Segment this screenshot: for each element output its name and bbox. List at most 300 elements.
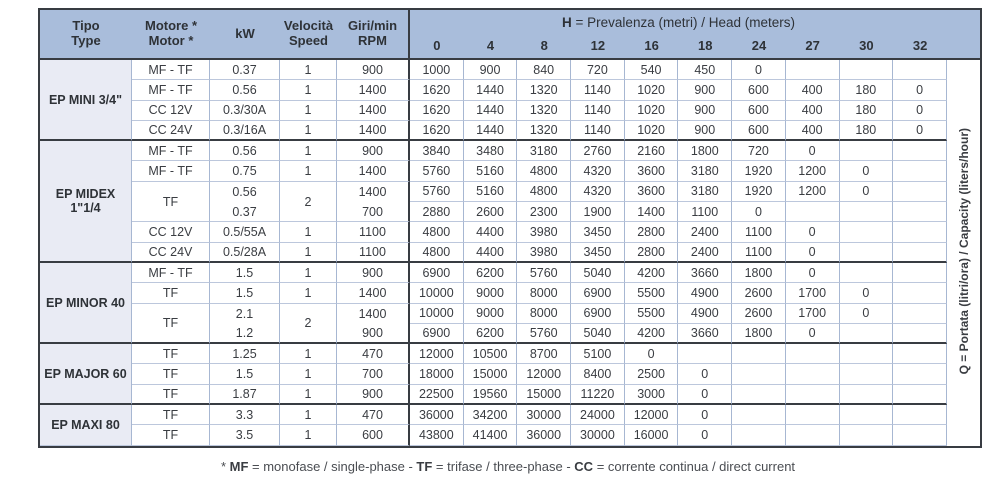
kw-cell: 3.5 bbox=[210, 425, 280, 445]
table-header bbox=[40, 10, 980, 60]
head-value-cell: 9000 bbox=[464, 283, 518, 303]
head-col-24: 24 bbox=[732, 35, 786, 60]
table-row bbox=[40, 364, 980, 384]
head-value-cell: 3450 bbox=[571, 243, 625, 263]
head-value-cell bbox=[786, 202, 840, 222]
head-value-cell: 9000 bbox=[464, 304, 518, 324]
head-value-cell: 3000 bbox=[625, 385, 679, 405]
pump-type-cell: EP MINOR 40 bbox=[40, 263, 132, 344]
head-value-cell: 4900 bbox=[678, 304, 732, 324]
table-row bbox=[40, 385, 980, 405]
motor-cell: TF bbox=[132, 385, 210, 405]
head-value-cell: 0 bbox=[893, 121, 947, 141]
head-value-cell: 2600 bbox=[464, 202, 518, 222]
head-value-cell: 2800 bbox=[625, 222, 679, 242]
kw-cell: 3.3 bbox=[210, 405, 280, 425]
head-value-cell bbox=[786, 60, 840, 80]
table-row bbox=[40, 344, 980, 364]
footnote: * MF = monofase / single-phase - TF = trifase / three-phase - CC = corrente continua / direct current bbox=[220, 459, 796, 474]
head-value-cell: 1900 bbox=[571, 202, 625, 222]
rpm-cell: 1100 bbox=[337, 243, 410, 263]
head-value-cell: 900 bbox=[464, 60, 518, 80]
capacity-axis-label: Q = Portata (litri/ora) / Capacity (liters/hour) bbox=[956, 128, 971, 375]
head-value-cell bbox=[893, 364, 947, 384]
head-value-cell: 1140 bbox=[571, 80, 625, 100]
head-value-cell bbox=[786, 425, 840, 445]
head-value-cell: 4800 bbox=[410, 222, 464, 242]
head-value-cell: 1020 bbox=[625, 80, 679, 100]
head-value-cell bbox=[732, 425, 786, 445]
head-value-cell: 30000 bbox=[517, 405, 571, 425]
capacity-axis-cell bbox=[947, 60, 980, 446]
table-row bbox=[40, 425, 980, 445]
head-value-cell bbox=[893, 385, 947, 405]
head-value-cell: 5100 bbox=[571, 344, 625, 364]
motor-cell: CC 24V bbox=[132, 121, 210, 141]
head-value-cell: 15000 bbox=[464, 364, 518, 384]
rpm-cell: 700 bbox=[337, 202, 410, 222]
kw-cell: 0.3/30A bbox=[210, 101, 280, 121]
rpm-cell: 1400 bbox=[337, 101, 410, 121]
head-value-cell: 4320 bbox=[571, 182, 625, 202]
head-value-cell: 1800 bbox=[678, 141, 732, 161]
head-value-cell: 6900 bbox=[410, 324, 464, 344]
rpm-cell: 1400 bbox=[337, 283, 410, 303]
head-value-cell bbox=[840, 364, 894, 384]
head-value-cell: 5500 bbox=[625, 304, 679, 324]
table-row bbox=[40, 304, 980, 324]
pump-type-cell: EP MAXI 80 bbox=[40, 405, 132, 446]
head-col-0: 0 bbox=[410, 35, 464, 60]
head-col-27: 27 bbox=[786, 35, 840, 60]
rpm-cell: 900 bbox=[337, 263, 410, 283]
head-value-cell: 0 bbox=[786, 243, 840, 263]
head-value-cell bbox=[840, 263, 894, 283]
head-value-cell bbox=[840, 60, 894, 80]
head-value-cell: 450 bbox=[678, 60, 732, 80]
head-value-cell: 1620 bbox=[410, 121, 464, 141]
speed-cell: 1 bbox=[280, 344, 337, 364]
head-value-cell: 30000 bbox=[571, 425, 625, 445]
kw-cell: 0.56 bbox=[210, 141, 280, 161]
head-value-cell: 1200 bbox=[786, 182, 840, 202]
head-value-cell: 3980 bbox=[517, 222, 571, 242]
head-value-cell: 4800 bbox=[517, 182, 571, 202]
head-value-cell: 3450 bbox=[571, 222, 625, 242]
head-value-cell: 43800 bbox=[410, 425, 464, 445]
kw-cell: 1.87 bbox=[210, 385, 280, 405]
head-value-cell: 900 bbox=[678, 80, 732, 100]
head-value-cell bbox=[786, 364, 840, 384]
speed-cell: 1 bbox=[280, 101, 337, 121]
kw-cell: 0.56 bbox=[210, 80, 280, 100]
kw-cell: 2.1 bbox=[210, 304, 280, 324]
head-value-cell: 0 bbox=[786, 324, 840, 344]
speed-cell: 1 bbox=[280, 385, 337, 405]
head-value-cell: 1440 bbox=[464, 121, 518, 141]
head-value-cell: 41400 bbox=[464, 425, 518, 445]
head-value-cell: 400 bbox=[786, 80, 840, 100]
head-value-cell: 1320 bbox=[517, 121, 571, 141]
capacity-column-header bbox=[947, 10, 980, 60]
rpm-cell: 1100 bbox=[337, 222, 410, 242]
head-col-4: 4 bbox=[464, 35, 518, 60]
head-value-cell bbox=[732, 405, 786, 425]
head-value-cell: 6900 bbox=[571, 304, 625, 324]
head-value-cell: 15000 bbox=[517, 385, 571, 405]
head-value-cell: 8400 bbox=[571, 364, 625, 384]
head-value-cell: 0 bbox=[840, 161, 894, 181]
head-value-cell: 5760 bbox=[410, 161, 464, 181]
head-value-cell: 840 bbox=[517, 60, 571, 80]
head-value-cell: 0 bbox=[732, 60, 786, 80]
head-value-cell: 1000 bbox=[410, 60, 464, 80]
head-value-cell: 0 bbox=[840, 283, 894, 303]
rpm-cell: 1400 bbox=[337, 182, 410, 202]
head-value-cell: 12000 bbox=[517, 364, 571, 384]
head-value-cell: 0 bbox=[678, 405, 732, 425]
head-value-cell: 10500 bbox=[464, 344, 518, 364]
head-value-cell: 0 bbox=[893, 101, 947, 121]
speed-cell: 1 bbox=[280, 80, 337, 100]
kw-cell: 0.3/16A bbox=[210, 121, 280, 141]
motor-cell: CC 24V bbox=[132, 243, 210, 263]
head-value-cell bbox=[840, 141, 894, 161]
head-value-cell: 1140 bbox=[571, 101, 625, 121]
kw-cell: 0.37 bbox=[210, 202, 280, 222]
head-col-12: 12 bbox=[571, 35, 625, 60]
head-value-cell: 400 bbox=[786, 121, 840, 141]
head-value-cell bbox=[840, 385, 894, 405]
kw-cell: 1.2 bbox=[210, 324, 280, 344]
head-value-cell bbox=[678, 344, 732, 364]
motor-cell: TF bbox=[132, 304, 210, 345]
head-value-cell: 1920 bbox=[732, 161, 786, 181]
head-value-cell: 1800 bbox=[732, 263, 786, 283]
motor-cell: MF - TF bbox=[132, 80, 210, 100]
head-value-cell: 2880 bbox=[410, 202, 464, 222]
head-col-16: 16 bbox=[625, 35, 679, 60]
table-row bbox=[40, 222, 980, 242]
rpm-cell: 470 bbox=[337, 344, 410, 364]
col-header-type: Tipo Type bbox=[40, 10, 132, 60]
rpm-cell: 1400 bbox=[337, 161, 410, 181]
table-row bbox=[40, 243, 980, 263]
table-row bbox=[40, 405, 980, 425]
head-value-cell: 19560 bbox=[464, 385, 518, 405]
head-value-cell: 4800 bbox=[410, 243, 464, 263]
speed-cell: 1 bbox=[280, 425, 337, 445]
head-value-cell: 3180 bbox=[517, 141, 571, 161]
head-value-cell: 0 bbox=[840, 304, 894, 324]
table-row bbox=[40, 60, 980, 80]
head-value-cell: 1020 bbox=[625, 101, 679, 121]
head-value-cell bbox=[786, 405, 840, 425]
head-value-cell: 4320 bbox=[571, 161, 625, 181]
motor-cell: MF - TF bbox=[132, 141, 210, 161]
head-value-cell bbox=[732, 385, 786, 405]
kw-cell: 1.5 bbox=[210, 283, 280, 303]
col-header-rpm: Giri/min RPM bbox=[337, 10, 410, 60]
head-value-cell: 3600 bbox=[625, 182, 679, 202]
rpm-cell: 900 bbox=[337, 324, 410, 344]
head-value-cell: 12000 bbox=[625, 405, 679, 425]
head-value-cell: 3660 bbox=[678, 263, 732, 283]
head-value-cell bbox=[893, 202, 947, 222]
head-value-cell: 1700 bbox=[786, 304, 840, 324]
speed-cell: 2 bbox=[280, 304, 337, 345]
rpm-cell: 900 bbox=[337, 385, 410, 405]
head-value-cell: 1100 bbox=[732, 243, 786, 263]
motor-cell: TF bbox=[132, 405, 210, 425]
table-row bbox=[40, 101, 980, 121]
head-value-cell: 180 bbox=[840, 80, 894, 100]
head-col-32: 32 bbox=[893, 35, 947, 60]
head-value-cell bbox=[786, 344, 840, 364]
head-value-cell: 1400 bbox=[625, 202, 679, 222]
head-value-cell: 6900 bbox=[410, 263, 464, 283]
motor-cell: TF bbox=[132, 364, 210, 384]
speed-cell: 1 bbox=[280, 60, 337, 80]
head-value-cell: 180 bbox=[840, 121, 894, 141]
head-value-cell: 4800 bbox=[517, 161, 571, 181]
speed-cell: 1 bbox=[280, 121, 337, 141]
head-value-cell: 12000 bbox=[410, 344, 464, 364]
head-value-cell: 2800 bbox=[625, 243, 679, 263]
col-header-kw: kW bbox=[210, 10, 280, 60]
rpm-cell: 1400 bbox=[337, 304, 410, 324]
head-value-cell: 6200 bbox=[464, 263, 518, 283]
head-value-cell bbox=[893, 161, 947, 181]
head-value-cell: 4400 bbox=[464, 222, 518, 242]
head-value-cell: 4200 bbox=[625, 324, 679, 344]
head-col-8: 8 bbox=[517, 35, 571, 60]
motor-cell: TF bbox=[132, 182, 210, 223]
head-value-cell: 34200 bbox=[464, 405, 518, 425]
head-value-cell: 1620 bbox=[410, 80, 464, 100]
head-value-cell bbox=[893, 324, 947, 344]
head-value-cell: 1320 bbox=[517, 80, 571, 100]
head-value-cell: 0 bbox=[732, 202, 786, 222]
head-value-cell: 5160 bbox=[464, 161, 518, 181]
head-value-cell: 2500 bbox=[625, 364, 679, 384]
head-value-cell bbox=[893, 243, 947, 263]
head-value-cell: 600 bbox=[732, 121, 786, 141]
speed-cell: 1 bbox=[280, 364, 337, 384]
head-value-cell: 5760 bbox=[517, 324, 571, 344]
head-value-cell: 36000 bbox=[410, 405, 464, 425]
head-value-cell: 5760 bbox=[410, 182, 464, 202]
head-value-cell: 4400 bbox=[464, 243, 518, 263]
col-header-speed: Velocità Speed bbox=[280, 10, 337, 60]
head-value-cell: 3180 bbox=[678, 161, 732, 181]
speed-cell: 2 bbox=[280, 182, 337, 223]
head-value-cell bbox=[840, 344, 894, 364]
head-value-cell: 1140 bbox=[571, 121, 625, 141]
header-row-1 bbox=[40, 10, 980, 35]
head-value-cell: 5500 bbox=[625, 283, 679, 303]
motor-cell: TF bbox=[132, 344, 210, 364]
head-value-cell: 180 bbox=[840, 101, 894, 121]
head-value-cell: 3660 bbox=[678, 324, 732, 344]
head-value-cell: 0 bbox=[625, 344, 679, 364]
rpm-cell: 900 bbox=[337, 141, 410, 161]
head-value-cell: 2400 bbox=[678, 222, 732, 242]
head-value-cell: 0 bbox=[678, 364, 732, 384]
head-value-cell: 5160 bbox=[464, 182, 518, 202]
head-value-cell: 600 bbox=[732, 101, 786, 121]
head-value-cell bbox=[840, 405, 894, 425]
pump-type-cell: EP MAJOR 60 bbox=[40, 344, 132, 405]
head-value-cell: 600 bbox=[732, 80, 786, 100]
head-value-cell: 1020 bbox=[625, 121, 679, 141]
head-value-cell: 1320 bbox=[517, 101, 571, 121]
col-header-motor: Motore * Motor * bbox=[132, 10, 210, 60]
table-row bbox=[40, 182, 980, 202]
speed-cell: 1 bbox=[280, 141, 337, 161]
kw-cell: 1.5 bbox=[210, 263, 280, 283]
rpm-cell: 1400 bbox=[337, 80, 410, 100]
head-value-cell: 0 bbox=[786, 222, 840, 242]
head-value-cell: 5040 bbox=[571, 263, 625, 283]
head-value-cell: 6200 bbox=[464, 324, 518, 344]
head-value-cell: 2300 bbox=[517, 202, 571, 222]
head-value-cell: 22500 bbox=[410, 385, 464, 405]
head-value-cell: 1200 bbox=[786, 161, 840, 181]
pump-type-cell: EP MIDEX 1"1/4 bbox=[40, 141, 132, 263]
kw-cell: 0.5/55A bbox=[210, 222, 280, 242]
kw-cell: 0.56 bbox=[210, 182, 280, 202]
head-value-cell bbox=[840, 425, 894, 445]
head-value-cell: 4200 bbox=[625, 263, 679, 283]
head-value-cell: 0 bbox=[840, 182, 894, 202]
motor-cell: TF bbox=[132, 283, 210, 303]
motor-cell: MF - TF bbox=[132, 263, 210, 283]
head-value-cell bbox=[893, 425, 947, 445]
table-row bbox=[40, 263, 980, 283]
head-value-cell bbox=[893, 283, 947, 303]
head-value-cell: 1920 bbox=[732, 182, 786, 202]
head-value-cell bbox=[893, 222, 947, 242]
head-col-30: 30 bbox=[840, 35, 894, 60]
table-row bbox=[40, 161, 980, 181]
head-value-cell: 3480 bbox=[464, 141, 518, 161]
speed-cell: 1 bbox=[280, 263, 337, 283]
table-body bbox=[40, 60, 980, 446]
table-row bbox=[40, 80, 980, 100]
speed-cell: 1 bbox=[280, 243, 337, 263]
motor-cell: CC 12V bbox=[132, 101, 210, 121]
head-value-cell bbox=[732, 364, 786, 384]
head-value-cell: 2600 bbox=[732, 304, 786, 324]
head-value-cell: 8000 bbox=[517, 283, 571, 303]
rpm-cell: 700 bbox=[337, 364, 410, 384]
kw-cell: 0.5/28A bbox=[210, 243, 280, 263]
head-value-cell: 900 bbox=[678, 121, 732, 141]
head-value-cell: 1700 bbox=[786, 283, 840, 303]
head-col-18: 18 bbox=[678, 35, 732, 60]
head-value-cell bbox=[893, 344, 947, 364]
table-row bbox=[40, 283, 980, 303]
head-value-cell: 0 bbox=[678, 385, 732, 405]
head-value-cell: 8000 bbox=[517, 304, 571, 324]
rpm-cell: 470 bbox=[337, 405, 410, 425]
kw-cell: 1.5 bbox=[210, 364, 280, 384]
head-value-cell: 0 bbox=[678, 425, 732, 445]
head-value-cell: 1440 bbox=[464, 80, 518, 100]
head-value-cell: 0 bbox=[893, 80, 947, 100]
head-value-cell: 1100 bbox=[678, 202, 732, 222]
head-value-cell: 0 bbox=[786, 141, 840, 161]
head-value-cell: 1100 bbox=[732, 222, 786, 242]
head-value-cell: 2400 bbox=[678, 243, 732, 263]
head-value-cell bbox=[840, 243, 894, 263]
head-value-cell: 18000 bbox=[410, 364, 464, 384]
kw-cell: 0.37 bbox=[210, 60, 280, 80]
head-value-cell bbox=[893, 182, 947, 202]
speed-cell: 1 bbox=[280, 222, 337, 242]
pump-type-cell: EP MINI 3/4" bbox=[40, 60, 132, 141]
head-value-cell bbox=[786, 385, 840, 405]
head-value-cell: 400 bbox=[786, 101, 840, 121]
head-value-cell bbox=[840, 202, 894, 222]
head-value-cell: 11220 bbox=[571, 385, 625, 405]
head-value-cell bbox=[893, 141, 947, 161]
head-value-cell: 6900 bbox=[571, 283, 625, 303]
head-value-cell: 2160 bbox=[625, 141, 679, 161]
kw-cell: 1.25 bbox=[210, 344, 280, 364]
head-value-cell bbox=[893, 405, 947, 425]
kw-cell: 0.75 bbox=[210, 161, 280, 181]
head-meters-title: H = Prevalenza (metri) / Head (meters) bbox=[410, 10, 947, 35]
head-value-cell: 24000 bbox=[571, 405, 625, 425]
head-value-cell: 5040 bbox=[571, 324, 625, 344]
head-value-cell bbox=[840, 222, 894, 242]
rpm-cell: 1400 bbox=[337, 121, 410, 141]
head-value-cell: 16000 bbox=[625, 425, 679, 445]
rpm-cell: 600 bbox=[337, 425, 410, 445]
head-value-cell: 720 bbox=[732, 141, 786, 161]
head-value-cell: 3980 bbox=[517, 243, 571, 263]
head-value-cell: 900 bbox=[678, 101, 732, 121]
head-value-cell: 1440 bbox=[464, 101, 518, 121]
head-value-cell: 2600 bbox=[732, 283, 786, 303]
head-value-cell bbox=[893, 263, 947, 283]
motor-cell: CC 12V bbox=[132, 222, 210, 242]
table-row bbox=[40, 141, 980, 161]
head-value-cell: 10000 bbox=[410, 304, 464, 324]
speed-cell: 1 bbox=[280, 283, 337, 303]
motor-cell: MF - TF bbox=[132, 161, 210, 181]
head-value-cell: 0 bbox=[786, 263, 840, 283]
head-value-cell: 720 bbox=[571, 60, 625, 80]
head-value-cell: 3180 bbox=[678, 182, 732, 202]
speed-cell: 1 bbox=[280, 405, 337, 425]
head-value-cell: 4900 bbox=[678, 283, 732, 303]
head-value-cell: 36000 bbox=[517, 425, 571, 445]
head-value-cell: 5760 bbox=[517, 263, 571, 283]
head-value-cell bbox=[893, 60, 947, 80]
head-value-cell: 2760 bbox=[571, 141, 625, 161]
head-value-cell: 1800 bbox=[732, 324, 786, 344]
pump-spec-table bbox=[38, 8, 982, 448]
motor-cell: TF bbox=[132, 425, 210, 445]
speed-cell: 1 bbox=[280, 161, 337, 181]
head-value-cell: 540 bbox=[625, 60, 679, 80]
motor-cell: MF - TF bbox=[132, 60, 210, 80]
head-value-cell: 1620 bbox=[410, 101, 464, 121]
head-value-cell bbox=[893, 304, 947, 324]
